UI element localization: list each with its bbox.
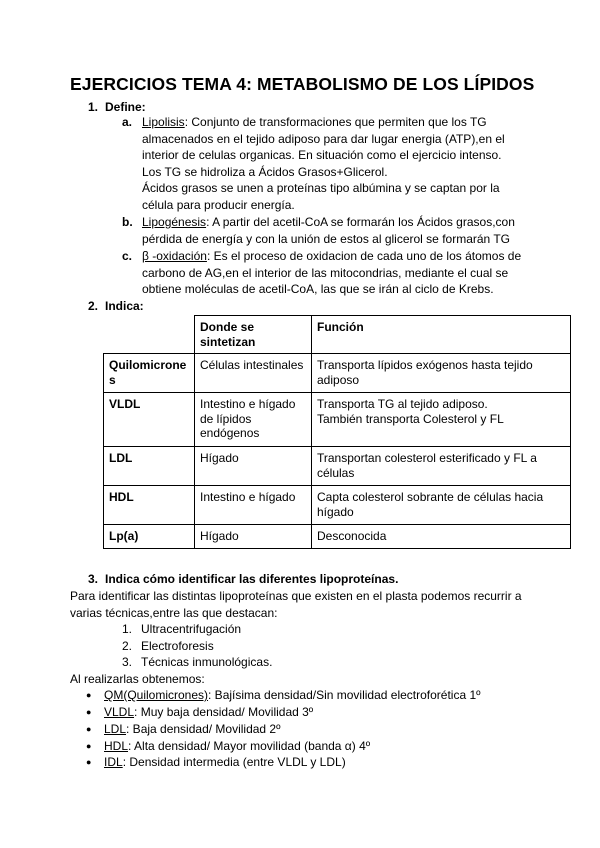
section-2-number: 2.	[88, 299, 99, 313]
lipoprotein-name: HDL	[104, 486, 195, 525]
item-marker: b.	[122, 215, 133, 229]
synthesis-site: Intestino e hígado de lípidos endógenos	[195, 393, 312, 447]
section-3-intro: Para identificar las distintas lipoproteínas que existen en el plasta podemos recurrir a varias técnicas,entre las que destacan:	[70, 589, 522, 620]
definition-beta-oxidacion	[122, 248, 542, 298]
synthesis-site: Hígado	[195, 447, 312, 486]
synthesis-site: Intestino e hígado	[195, 486, 312, 525]
result-item: ● LDL: Baja densidad/ Movilidad 2º	[86, 722, 281, 736]
definition-line: célula para producir energía.	[142, 197, 295, 212]
definition-line: carbono de AG,en el interior de las mitocondrias, mediante el cual se	[142, 265, 509, 280]
term-lipolisis: Lipolisis	[142, 115, 185, 129]
lipoprotein-function: Transporta lípidos exógenos hasta tejido adiposo	[312, 354, 571, 393]
section-3-title: Indica cómo identificar las diferentes lipoproteínas.	[105, 572, 399, 586]
result-item: ● HDL: Alta densidad/ Mayor movilidad (banda α) 4º	[86, 739, 371, 753]
item-marker: a.	[122, 115, 133, 129]
section-2-heading	[88, 299, 144, 313]
section-3-number: 3.	[88, 572, 99, 586]
definition-line: pérdida de energía y con la unión de estos al glicerol se formarán TG	[142, 231, 510, 246]
section-1-heading	[88, 100, 146, 114]
lipoprotein-table	[103, 315, 571, 549]
column-header: Donde se sintetizan	[195, 316, 312, 354]
lipoprotein-name: Quilomicrones	[104, 354, 195, 393]
technique-item: 1. Ultracentrifugación	[122, 622, 242, 636]
synthesis-site: Células intestinales	[195, 354, 312, 393]
table-header-row	[104, 316, 571, 354]
result-item: ● QM(Quilomicrones): Bajísima densidad/Sin movilidad electroforética 1º	[86, 688, 481, 702]
lipoprotein-name: LDL	[104, 447, 195, 486]
definition-line: Ácidos grasos se unen a proteínas tipo albúmina y se captan por la	[142, 181, 500, 195]
lipoprotein-function: Transporta TG al tejido adiposo. También transporta Colesterol y FL	[312, 393, 571, 447]
result-item: ● VLDL: Muy baja densidad/ Movilidad 3º	[86, 705, 314, 719]
bullet-icon: ●	[86, 757, 92, 767]
table-row	[104, 486, 571, 525]
technique-item: 2. Electroforesis	[122, 639, 214, 653]
table-row	[104, 525, 571, 549]
table-row	[104, 447, 571, 486]
results-intro: Al realizarlas obtenemos:	[70, 672, 205, 686]
term-lipogenesis: Lipogénesis	[142, 215, 207, 229]
lipoprotein-function: Capta colesterol sobrante de células hacia hígado	[312, 486, 571, 525]
table-corner-cell	[104, 316, 195, 354]
definition-line: Lipolisis: Conjunto de transformaciones que permiten que los TG	[142, 115, 487, 129]
section-1-title: Define:	[105, 100, 146, 114]
bullet-icon: ●	[86, 707, 92, 717]
page-title: EJERCICIOS TEMA 4: METABOLISMO DE LOS LÍPIDOS	[70, 74, 535, 94]
definition-line: Lipogénesis: A partir del acetil-CoA se formarán los Ácidos grasos,con	[142, 215, 515, 229]
lipoprotein-name: Lp(a)	[104, 525, 195, 549]
bullet-icon: ●	[86, 724, 92, 734]
technique-item: 3. Técnicas inmunológicas.	[122, 655, 273, 669]
table-row	[104, 393, 571, 447]
definition-lipogenesis	[122, 214, 542, 247]
lipoprotein-function: Desconocida	[312, 525, 571, 549]
term-beta-oxidacion: β -oxidación	[142, 249, 207, 263]
definition-line: almacenados en el tejido adiposo para dar lugar energia (ATP),en el	[142, 131, 505, 146]
definition-lipolisis	[122, 114, 542, 213]
item-marker: c.	[122, 249, 133, 263]
bullet-icon: ●	[86, 741, 92, 751]
synthesis-site: Hígado	[195, 525, 312, 549]
section-1-number: 1.	[88, 100, 99, 114]
section-2-title: Indica:	[105, 299, 144, 313]
definition-line: obtiene moléculas de acetil-CoA, las que se irán al ciclo de Krebs.	[142, 282, 494, 296]
definition-line: interior de celulas organicas. En situación como el ejercicio intenso.	[142, 148, 502, 162]
definition-line: β -oxidación: Es el proceso de oxidacion de cada uno de los átomos de	[142, 249, 522, 263]
lipoprotein-name: VLDL	[104, 393, 195, 447]
table-row	[104, 354, 571, 393]
result-item: ● IDL: Densidad intermedia (entre VLDL y LDL)	[86, 755, 346, 769]
bullet-icon: ●	[86, 690, 92, 700]
lipoprotein-function: Transportan colesterol esterificado y FL a células	[312, 447, 571, 486]
column-header: Función	[312, 316, 571, 354]
section-3-heading	[88, 572, 398, 586]
definition-line: Los TG se hidroliza a Ácidos Grasos+Glicerol.	[142, 164, 388, 179]
